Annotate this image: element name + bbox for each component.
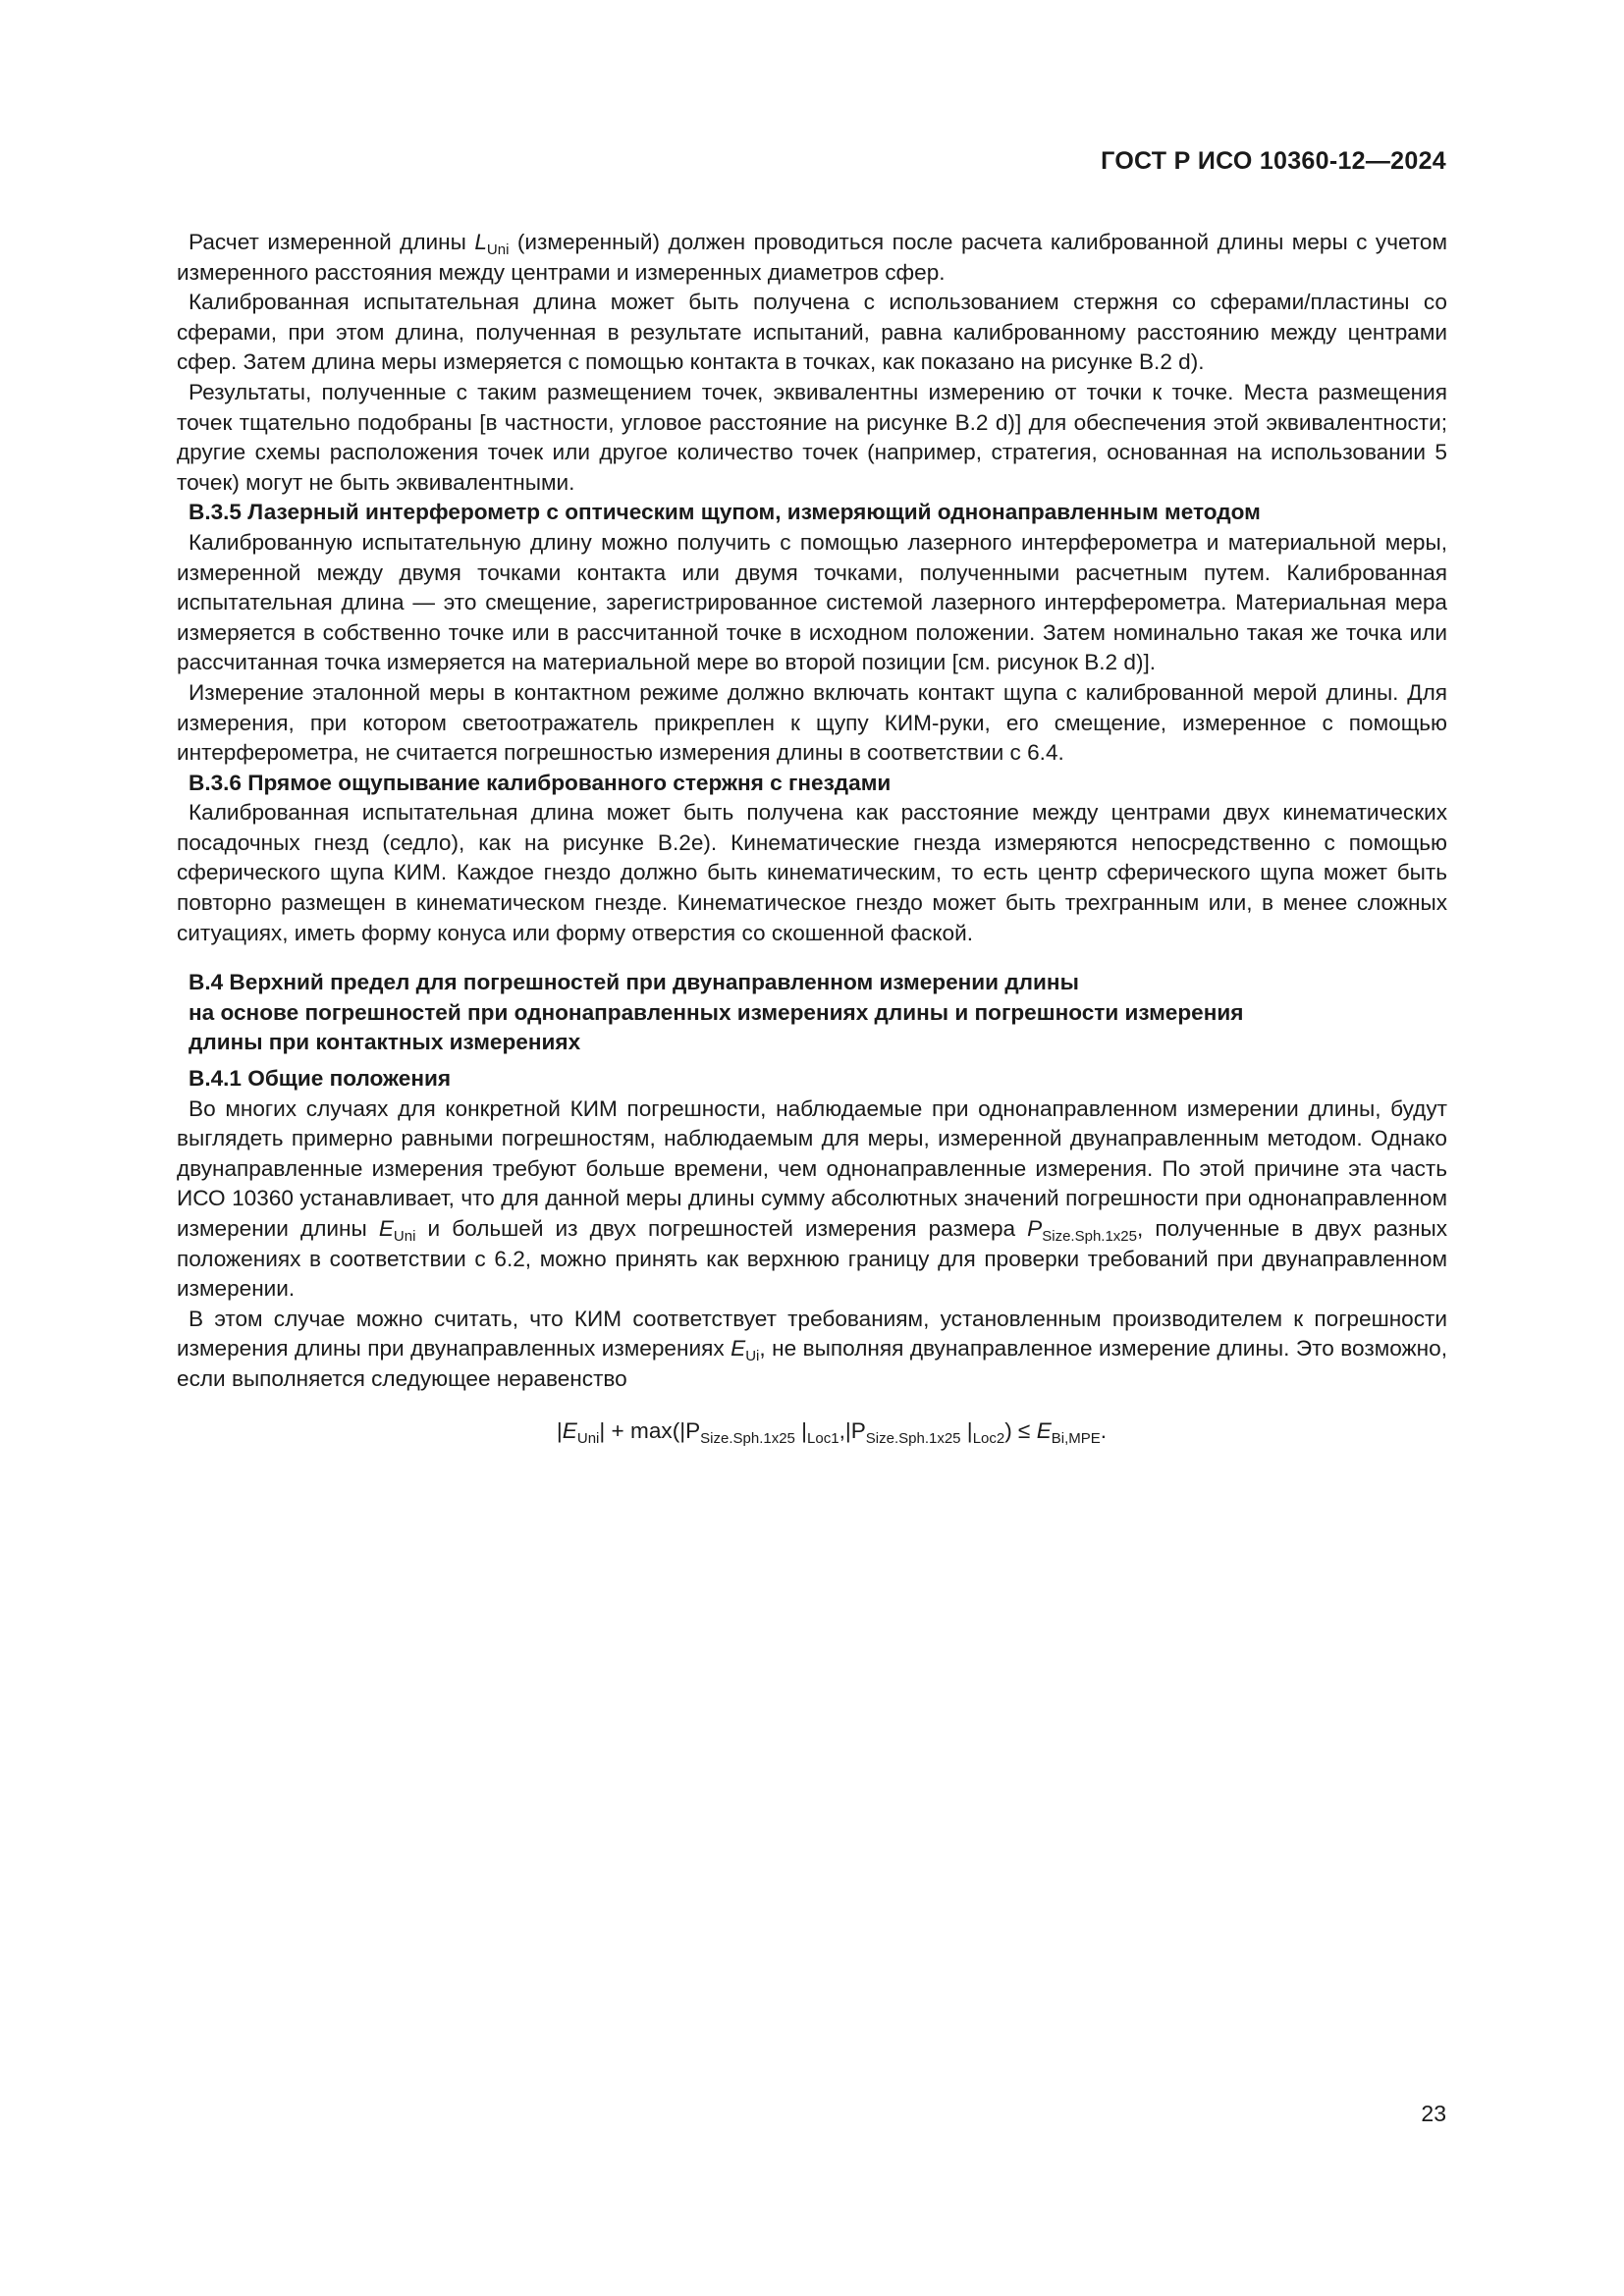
- paragraph-calibrated-length-sphere-bar: Калиброванная испытательная длина может быть получена с использованием стержня со сферами/пластины со сферами, при этом длина, полученная в результате испытаний, равна калиброванному расстоянию между центрами сфер. Затем длина меры измеряется с помощью контакта в точках, как показано на рисунке В.2 d).: [177, 290, 1447, 375]
- section-heading-b36: В.3.6 Прямое ощупывание калиброванного стержня с гнездами: [189, 770, 892, 795]
- paragraph-contact-mode: Измерение эталонной меры в контактном режиме должно включать контакт щупа с калиброванной мерой длины. Для измерения, при котором светоотражатель прикреплен к щупу КИМ-руки, его смещение, измеренное с помощью интерферометра, не считается погрешностью измерения длины в соответствии с 6.4.: [177, 679, 1447, 766]
- paragraph-general-provisions: Во многих случаях для конкретной КИМ погрешности, наблюдаемые при однонаправленном измерении длины, будут выглядеть примерно равными погрешностям, наблюдаемым для меры, измеренной двунаправленным методом. Однако двунаправленные измерения требуют больше времени, чем однонаправленные измерения. По этой причине эта часть ИСО 10360 устанавливает, что для данной меры длины сумму абсолютных значений погрешности при однонаправленном измерении длины $E_{Uni}$ и большей из двух погрешностей измерения размера $P_{Size.Sph.1x25}$, полученные в двух разных положениях в соответствии с 6.2, можно принять как верхнюю границу для проверки требований при двунаправленном измерении.: [177, 1095, 1448, 1302]
- standard-header: ГОСТ Р ИСО 10360-12—2024: [1101, 147, 1446, 175]
- paragraph-measured-length: Расчет измеренной длины $L_{Uni}$ (измеренный) должен проводиться после расчета калиброванной длины меры с учетом измеренного расстояния между центрами и измеренных диаметров сфер.: [177, 230, 1447, 285]
- paragraph-point-placement: Результаты, полученные с таким размещением точек, эквивалентны измерению от точки к точке. Места размещения точек тщательно подобраны [в частности, угловое расстояние на рисунке В.2 d)] для обеспечения этой эквивалентности; другие схемы расположения точек или другое количество точек (например, стратегия, основанная на использовании 5 точек) могут не быть эквивалентными.: [177, 379, 1447, 495]
- paragraph-conformance: В этом случае можно считать, что КИМ соответствует требованиям, установленным производителем к погрешности измерения длины при двунаправленных измерениях $E_{Ui}$, не выполняя двунаправленное измерение длины. Это возможно, если выполняется следующее неравенство: [177, 1306, 1447, 1391]
- page-number: 23: [1421, 2101, 1446, 2126]
- inequality-formula: $|E_{Uni}| + \max(|P_{Size.Sph.1x25}$ $|_{Loc1},|P_{Size.Sph.1x25}$ $|_{Loc2}) \le E_{Bi,MPE}$.: [556, 1417, 1108, 1447]
- document-body: [177, 228, 1447, 1446]
- paragraph-laser-interferometer: Калиброванную испытательную длину можно получить с помощью лазерного интерферометра и материальной меры, измеренной между двумя точками контакта или двумя точками, полученными расчетным путем. Калиброванная испытательная длина — это смещение, зарегистрированное системой лазерного интерферометра. Материальная мера измеряется в собственно точке или в рассчитанной точке в исходном положении. Затем номинально такая же точка или рассчитанная точка измеряется на материальной мере во второй позиции [см. рисунок В.2 d)].: [177, 529, 1447, 675]
- section-heading-b4: В.4 Верхний предел для погрешностей при двунаправленном измерении длины на основе погрешностей при однонаправленных измерениях длины и погрешности измерения длины при контактных измерениях: [189, 970, 1244, 1055]
- section-heading-b35: В.3.5 Лазерный интерферометр с оптическим щупом, измеряющий однонаправленным методом: [189, 500, 1261, 525]
- section-heading-b41: В.4.1 Общие положения: [189, 1066, 452, 1092]
- paragraph-kinematic-nests: Калиброванная испытательная длина может быть получена как расстояние между центрами двух кинематических посадочных гнезд (седло), как на рисунке В.2е). Кинематические гнезда измеряются непосредственно с помощью сферического щупа КИМ. Каждое гнездо должно быть кинематическим, то есть центр сферического щупа может быть повторно размещен в кинематическом гнезде. Кинематическое гнездо может быть трехгранным или, в менее сложных ситуациях, иметь форму конуса или форму отверстия со скошенной фаской.: [177, 800, 1447, 945]
